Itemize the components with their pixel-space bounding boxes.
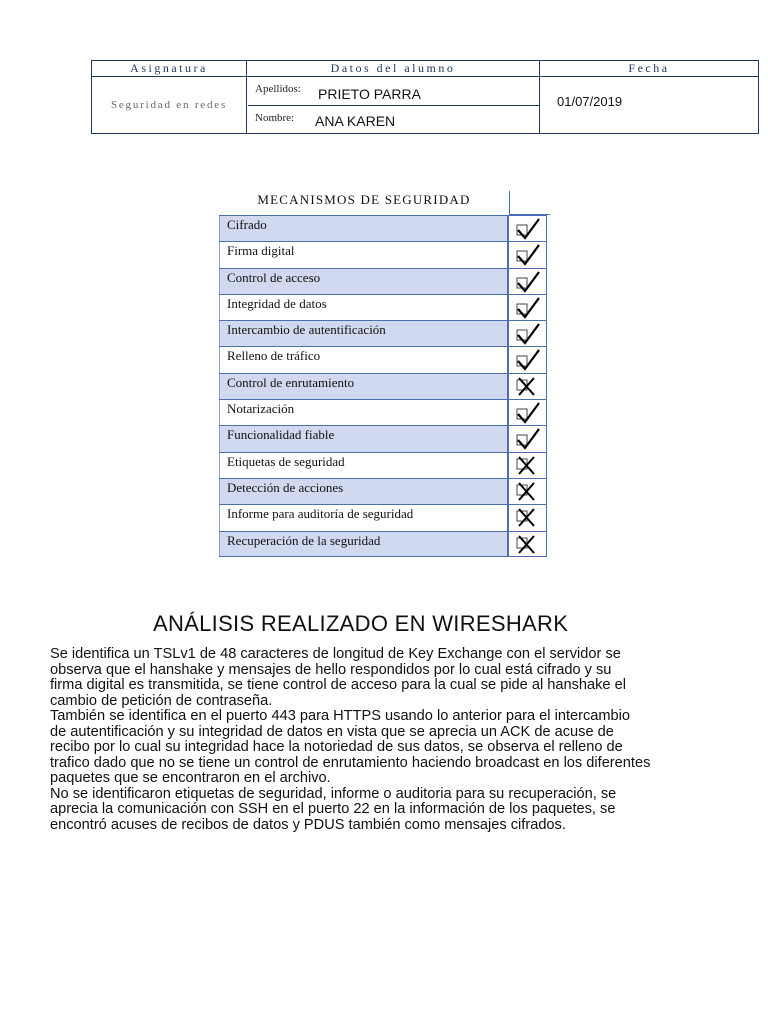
analysis-line: trafico dado que no se tiene un control de enrutamiento haciendo broadcast en los diferentes <box>50 754 651 771</box>
mechanism-label: Funcionalidad fiable <box>219 426 509 451</box>
apellidos-value: PRIETO PARRA <box>318 86 421 102</box>
header-table <box>91 60 759 134</box>
cross-icon <box>509 453 547 478</box>
mechanism-row <box>219 268 547 294</box>
mechanism-row <box>219 346 547 372</box>
mechanism-row <box>219 478 547 504</box>
apellidos-cell <box>248 77 540 106</box>
check-icon <box>509 347 547 372</box>
analysis-paragraph <box>50 647 768 833</box>
check-icon <box>509 426 547 451</box>
analysis-line: observa que el hanshake y mensajes de hello respondidos por lo cual está cifrado y su <box>50 661 612 678</box>
check-icon <box>509 321 547 346</box>
mechanism-label: Control de enrutamiento <box>219 374 509 399</box>
analysis-line: firma digital es transmitida, se tiene control de acceso para la cual se pide al hanshake el <box>50 677 626 693</box>
analysis-line: recibo por lo cual su integridad hace la notoriedad de sus datos, se observa el relleno de <box>50 739 623 755</box>
cross-icon <box>509 479 547 504</box>
mechanism-row <box>219 241 547 267</box>
nombre-cell <box>248 106 540 133</box>
analysis-line: No se identificaron etiquetas de seguridad, informe o auditoria para su recuperación, se <box>50 785 617 802</box>
mechanism-label: Etiquetas de seguridad <box>219 453 509 478</box>
nombre-value: ANA KAREN <box>315 113 396 129</box>
analysis-title: ANÁLISIS REALIZADO EN WIRESHARK <box>153 611 569 636</box>
mechanism-row <box>219 452 547 478</box>
mechanism-label: Control de acceso <box>219 269 509 294</box>
mechanism-row <box>219 531 547 557</box>
check-icon <box>509 400 547 425</box>
mechanism-label: Recuperación de la seguridad <box>219 532 509 556</box>
mechanisms-title: MECANISMOS DE SEGURIDAD <box>257 192 471 207</box>
mechanism-label: Notarización <box>219 400 509 425</box>
mechanism-label: Intercambio de autentificación <box>219 321 509 346</box>
mechanism-label: Detección de acciones <box>219 479 509 504</box>
mechanism-row <box>219 215 547 241</box>
check-icon <box>509 269 547 294</box>
apellidos-label: Apellidos: <box>255 83 301 95</box>
check-icon <box>509 216 547 241</box>
analysis-line: aprecia la comunicación con SSH en el puerto 22 en la información de los paquetes, se <box>50 801 616 817</box>
check-icon <box>509 242 547 267</box>
mechanism-row <box>219 320 547 346</box>
col-datos-alumno: Datos del alumno <box>247 61 540 76</box>
analysis-line: paquetes que se encontraron en el archivo. <box>50 770 331 786</box>
mechanism-row <box>219 294 547 320</box>
cross-icon <box>509 532 547 556</box>
col-fecha: Fecha <box>628 61 670 75</box>
mechanism-row <box>219 373 547 399</box>
mechanism-label: Integridad de datos <box>219 295 509 320</box>
check-icon <box>509 295 547 320</box>
mechanisms-rows <box>219 215 550 557</box>
cross-icon <box>509 505 547 530</box>
mechanism-row <box>219 504 547 530</box>
header-row <box>92 61 758 77</box>
mechanisms-table <box>219 189 550 557</box>
nombre-label: Nombre: <box>255 112 295 124</box>
title-divider <box>509 191 510 215</box>
mechanism-label: Firma digital <box>219 242 509 267</box>
analysis-line: de autentificación y su integridad de datos en vista que se aprecia un ACK de acuse de <box>50 723 614 740</box>
analysis-line: cambio de petición de contraseña. <box>50 692 273 709</box>
mechanism-row <box>219 399 547 425</box>
col-asignatura: Asignatura <box>92 61 247 76</box>
analysis-line: También se identifica en el puerto 443 para HTTPS usando lo anterior para el intercambio <box>50 708 631 724</box>
cross-icon <box>509 374 547 399</box>
mechanism-label: Relleno de tráfico <box>219 347 509 372</box>
asignatura-value: Seguridad en redes <box>92 77 247 133</box>
analysis-line: Se identifica un TSLv1 de 48 caracteres de longitud de Key Exchange con el servidor se <box>50 646 621 662</box>
mechanism-row <box>219 425 547 451</box>
analysis-line: encontró acuses de recibos de datos y PDUS también como mensajes cifrados. <box>50 816 566 833</box>
mechanism-label: Cifrado <box>219 216 509 241</box>
fecha-value: 01/07/2019 <box>557 94 623 109</box>
mechanism-label: Informe para auditoría de seguridad <box>219 505 509 530</box>
